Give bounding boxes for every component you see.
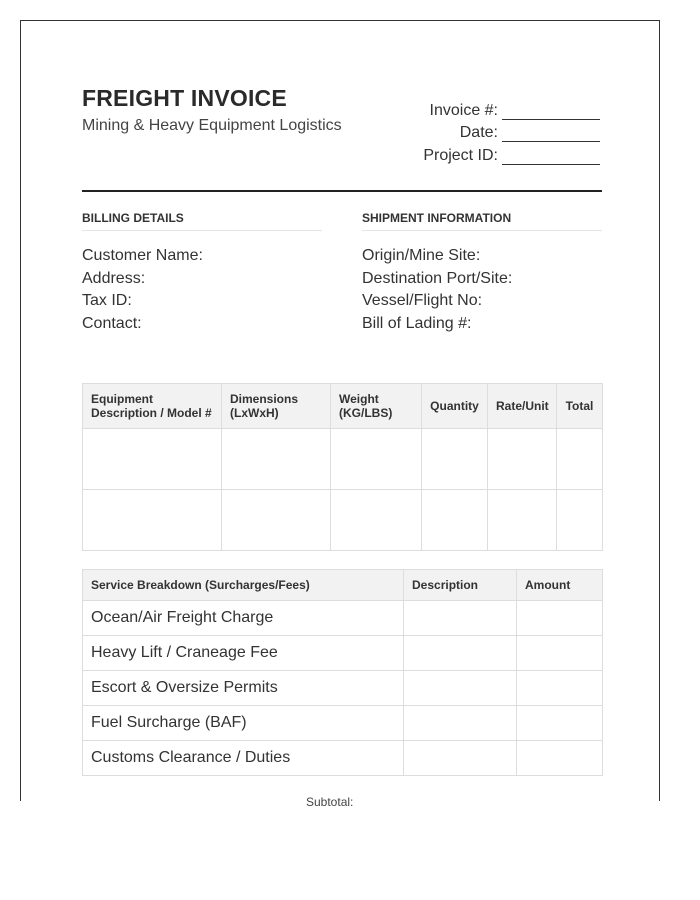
description-cell[interactable] xyxy=(404,671,517,706)
service-label: Escort & Oversize Permits xyxy=(83,671,404,706)
equipment-table xyxy=(82,383,603,551)
table-row xyxy=(83,429,603,490)
contact-label: Contact: xyxy=(82,314,142,332)
invoice-number-row xyxy=(360,97,600,120)
weight-cell[interactable] xyxy=(331,429,422,490)
customer-name-label: Customer Name: xyxy=(82,247,203,264)
table-row xyxy=(83,741,603,776)
service-label: Fuel Surcharge (BAF) xyxy=(83,706,404,741)
invoice-number-label: Invoice #: xyxy=(429,101,498,119)
project-id-row xyxy=(360,142,600,165)
date-label: Date: xyxy=(459,124,498,141)
amount-cell[interactable] xyxy=(517,741,603,776)
invoice-title: FREIGHT INVOICE xyxy=(82,85,287,111)
quantity-cell[interactable] xyxy=(422,429,488,490)
column-header-dimensions: Dimensions (LxWxH) xyxy=(222,384,331,429)
weight-cell[interactable] xyxy=(331,490,422,551)
subtotal-label: Subtotal: xyxy=(306,795,354,809)
header-divider xyxy=(82,190,602,192)
shipment-information-section xyxy=(362,211,602,337)
table-row xyxy=(83,706,603,741)
table-row xyxy=(83,636,603,671)
column-header-quantity: Quantity xyxy=(422,384,488,429)
invoice-page xyxy=(20,20,660,809)
table-row xyxy=(83,671,603,706)
address-label: Address: xyxy=(82,269,146,287)
description-cell[interactable] xyxy=(404,636,517,671)
billing-details-section xyxy=(82,211,322,337)
column-header-weight: Weight (KG/LBS) xyxy=(331,384,422,429)
column-header-description: Description xyxy=(404,570,517,601)
column-header-rate: Rate/Unit xyxy=(488,384,557,429)
description-cell[interactable] xyxy=(404,741,517,776)
dimensions-cell[interactable] xyxy=(222,490,331,551)
equipment-table-header xyxy=(83,384,603,429)
project-id-label: Project ID: xyxy=(423,146,498,164)
amount-cell[interactable] xyxy=(517,636,603,671)
column-header-equipment: Equipment Description / Model # xyxy=(83,384,222,429)
total-cell[interactable] xyxy=(557,429,603,490)
service-table-header xyxy=(83,570,603,601)
shipment-information-heading: SHIPMENT INFORMATION xyxy=(362,211,602,231)
vessel-label: Vessel/Flight No: xyxy=(362,292,483,309)
rate-cell[interactable] xyxy=(488,429,557,490)
origin-label: Origin/Mine Site: xyxy=(362,247,481,264)
equipment-cell[interactable] xyxy=(83,429,222,490)
column-header-total: Total xyxy=(557,384,603,429)
date-row xyxy=(360,120,600,143)
invoice-meta xyxy=(360,97,600,165)
amount-cell[interactable] xyxy=(517,706,603,741)
amount-cell[interactable] xyxy=(517,671,603,706)
service-breakdown-table xyxy=(82,569,603,776)
description-cell[interactable] xyxy=(404,601,517,636)
destination-label: Destination Port/Site: xyxy=(362,269,513,287)
column-header-service: Service Breakdown (Surcharges/Fees) xyxy=(83,570,404,601)
date-field[interactable] xyxy=(502,127,600,142)
quantity-cell[interactable] xyxy=(422,490,488,551)
amount-cell[interactable] xyxy=(517,601,603,636)
invoice-number-field[interactable] xyxy=(502,105,600,120)
description-cell[interactable] xyxy=(404,706,517,741)
service-label: Ocean/Air Freight Charge xyxy=(83,601,404,636)
invoice-subtitle: Mining & Heavy Equipment Logistics xyxy=(82,117,342,134)
dimensions-cell[interactable] xyxy=(222,429,331,490)
project-id-field[interactable] xyxy=(502,150,600,165)
service-label: Heavy Lift / Craneage Fee xyxy=(83,636,404,671)
service-label: Customs Clearance / Duties xyxy=(83,741,404,776)
tax-id-label: Tax ID: xyxy=(82,292,132,309)
table-row xyxy=(83,601,603,636)
equipment-cell[interactable] xyxy=(83,490,222,551)
bill-of-lading-label: Bill of Lading #: xyxy=(362,314,472,332)
total-cell[interactable] xyxy=(557,490,603,551)
table-row xyxy=(83,490,603,551)
column-header-amount: Amount xyxy=(517,570,603,601)
rate-cell[interactable] xyxy=(488,490,557,551)
billing-details-heading: BILLING DETAILS xyxy=(82,211,322,231)
